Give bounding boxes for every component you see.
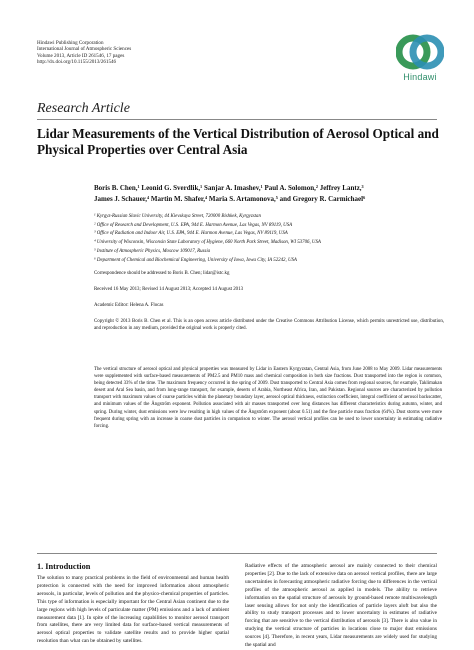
journal-name: International Journal of Atmospheric Sciences <box>37 46 132 53</box>
doi-link[interactable]: http://dx.doi.org/10.1155/2013/261546 <box>37 59 117 66</box>
title-divider <box>37 119 437 120</box>
author-line-1: Boris B. Chen,¹ Leonid G. Sverdlik,¹ Sanjar A. Imashev,¹ Paul A. Solomon,² Jeffrey Lantz,³ <box>94 184 364 192</box>
hindawi-logo-icon <box>396 34 444 72</box>
affiliation-item: ¹ Kyrgyz-Russian Slavic University, 44 Kievskaya Street, 720000 Bishkek, Kyrgyzstan <box>94 214 261 219</box>
affiliation-item: ³ Office of Radiation and Indoor Air, U.S. EPA, 944 E. Harmon Avenue, Las Vegas, NV 89119, USA <box>94 231 288 237</box>
affiliation-item: ² Office of Research and Development, U.S. EPA, 944 E. Harmon Avenue, Las Vegas, NV 89119, USA <box>94 222 293 228</box>
hindawi-logo <box>392 34 448 90</box>
publication-dates: Received 16 May 2013; Revised 14 August 2013; Accepted 14 August 2013 <box>94 287 244 292</box>
affiliation-item: ⁴ University of Wisconsin, Wisconsin State Laboratory of Hygiene, 660 North Park Street, Madison, WI 53706, USA <box>94 240 321 246</box>
copyright-notice: Copyright © 2013 Boris B. Chen et al. This is an open access article distributed under the Creative Commons Attribution License, which permits unrestricted use, distribution, and reproduction in any medium, provided the original work is properly cited. <box>94 319 444 331</box>
correspondence: Correspondence should be addressed to Boris B. Chen; lidar@istc.kg <box>94 271 230 276</box>
author-line-2: James J. Schauer,⁴ Martin M. Shafer,⁴ Maria S. Artamonova,⁵ and Gregory R. Carmichael⁶ <box>94 194 366 203</box>
logo-text: Hindawi <box>403 72 437 82</box>
author-list <box>94 183 444 204</box>
academic-editor: Academic Editor: Helena A. Flocas <box>94 303 164 308</box>
affiliation-item: ⁶ Department of Chemical and Biochemical Engineering, University of Iowa, Iowa City, IA 52242, USA <box>94 257 297 263</box>
affiliation-item: ⁵ Institute of Atmospheric Physics, Moscow 109017, Russia <box>94 248 211 254</box>
paper-title: Lidar Measurements of the Vertical Distribution of Aerosol Optical and Physical Properties over Central Asia <box>37 126 439 157</box>
abstract: The vertical structure of aerosol optical and physical properties was measured by Lidar in Eastern Kyrgyzstan, Central Asia, from June 2008 to May 2009. Lidar measurements were supplemented with surface-based measurements of PM2.5 and PM10 mass and chemical composition in both size fractions. Dust transported into the region is common, being detected 33% of the time. The maximum frequency occurred in the spring of 2009. Dust transported to Central Asia comes from regional sources, for example, Taklimakan desert and Aral Sea basin, and from long-range transport, for example, deserts of Arabia, Northeast Africa, Iran, and Pakistan. Regional sources are characterized by pollution transport with maximum values of coarse particles within the planetary boundary layer, aerosol optical thickness, extinction coefficient, integral coefficient of aerosol backscatter, and minimum values of the Ångström exponent. Pollution associated with air masses transported over long distances has different characteristics during autumn, winter, and spring. During winter, dust emissions were low resulting in high values of the Ångström exponent (about 0.51) and the fine particle mass fraction (64%). Dust storms were more frequent during spring with an increase in coarse dust particles in comparison to winter. The aerosol vertical profiles can be used to lower uncertainty in estimating radiative forcing. <box>94 367 442 429</box>
section-heading: 1. Introduction <box>37 562 91 571</box>
publisher: Hindawi Publishing Corporation <box>37 40 104 46</box>
abstract-divider <box>37 553 437 554</box>
journal-info <box>37 40 131 66</box>
affiliations <box>94 213 444 265</box>
volume-info: Volume 2013, Article ID 261546, 17 pages <box>37 52 125 59</box>
body-column-left: The solution to many practical problems in the field of environmental and human health protection is connected with the need for improved information about atmospheric aerosols, in particular, levels of pollution and the physico-chemical properties of particles. This type of information is especially important for the Central Asian continent due to the large regions with high levels of particulate matter (PM) emissions and a lack of ambient measurement data [1]. In spite of the increasing capabilities to monitor aerosol transport from satellites, there are very limited data for surface-based vertical measurements of aerosol optical properties to validate satellite results and to provide higher spatial resolution than what can be obtained by satellites. <box>37 575 229 645</box>
body-column-right: Radiative effects of the atmospheric aerosol are mainly connected to their chemical properties [2]. Due to the lack of extensive data on aerosol vertical profiles, there are large uncertainties in forecasting atmospheric radiative forcing due to differences in the vertical profiles of the atmospheric aerosol as applied in models. The ability to retrieve information on the spatial structure of aerosols by ground-based remote multiwavelength laser sensing allows for not only the identification of particle layers aloft but also the ability to study transport processes and to lower uncertainty in estimates of radiative forcing that are sensitive to the vertical distribution of aerosols [3]. There is also value in studying the vertical structure of particles in locations close to major dust emissions sources [4]. Therefore, in recent years, Lidar measurements are widely used for studying the spatial and <box>245 563 437 649</box>
article-type: Research Article <box>37 101 130 116</box>
